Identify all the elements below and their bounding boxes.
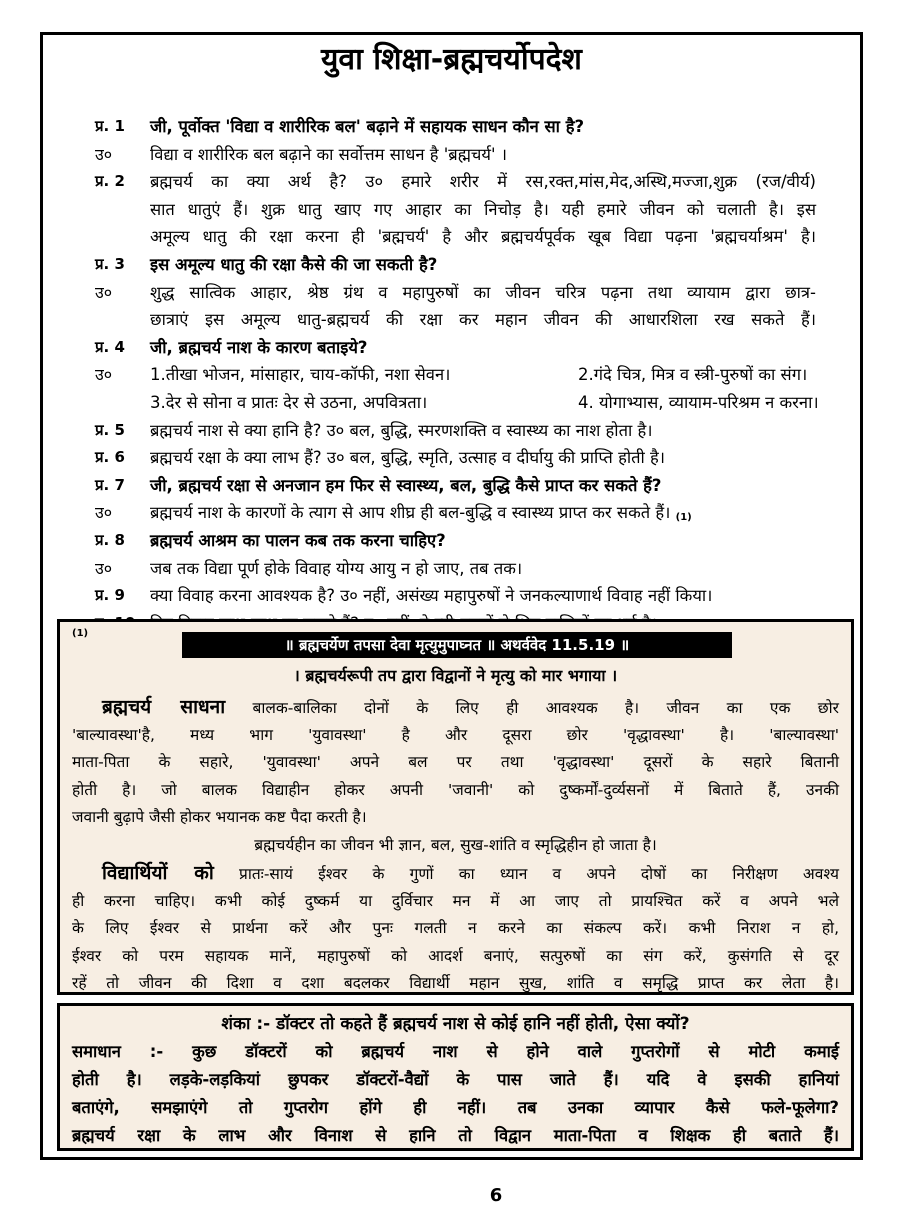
qa-label: प्र. 6 [95,448,125,467]
qa-text: ब्रह्मचर्य रक्षा के क्या लाभ हैं? उ० बल, बुद्धि, स्मृति, उत्साह व दीर्घायु की प्राप्ति होती है। [150,448,666,468]
qa-label: प्र. 8 [95,530,125,549]
paragraph-lead: विद्यार्थियों को [102,862,214,884]
qa-row [43,306,860,334]
paragraph-line [72,694,839,722]
paragraph-line: ईश्वर को परम सहायक मानें, महापुरुषों को आदर्श बनाएं, सत्पुरुषों का संग करें, कुसंगति से दूर [72,946,839,965]
solution-line: होती है। लड़के-लड़कियां छुपकर डॉक्टरों-वैद्यों के पास जाते हैं। यदि वे इसकी हानियां [72,1070,839,1089]
qa-text: 1.तीखा भोजन, मांसाहार, चाय-कॉफी, नशा सेवन। [150,365,451,385]
paragraph-lead: ब्रह्मचर्य साधना [102,696,226,718]
qa-row [43,555,860,583]
qa-text: विद्या व शारीरिक बल बढ़ाने का सर्वोत्तम साधन है 'ब्रह्मचर्य' । [150,144,508,164]
paragraph-1 [72,694,839,832]
qa-row [43,223,860,251]
qa-text: ब्रह्मचर्य का क्या अर्थ है? उ० हमारे शरीर में रस,रक्त,मांस,मेद,अस्थि,मज्जा,शुक्र (रज/वीर्य) [150,172,816,192]
solution-line: ब्रह्मचर्य रक्षा के लाभ और विनाश से हानि तो विद्वान माता-पिता व शिक्षक ही बताते हैं। [72,1126,839,1145]
footnote-mark: (1) [72,628,89,639]
qa-row [43,168,860,196]
paragraph-line: के लिए ईश्वर से प्रार्थना करें और पुनः गलती न करने का संकल्प करें। कभी निराश न हो, [72,919,839,937]
qa-row [43,472,860,500]
qa-row [43,141,860,169]
solution-line: समाधान :- कुछ डॉक्टरों को ब्रह्मचर्य नाश से होने वाले गुप्तरोगों से मोटी कमाई [72,1042,839,1061]
qa-row [43,196,860,224]
paragraph-line: 'बाल्यावस्था'है, मध्य भाग 'युवावस्था' है और दूसरा छोर 'वृद्धावस्था' है। 'बाल्यावस्था' [72,725,839,744]
qa-label: प्र. 7 [95,475,125,494]
paragraph-2 [72,860,839,998]
qa-text: ब्रह्मचर्य आश्रम का पालन कब तक करना चाहिए? [150,530,446,550]
qa-row [43,582,860,610]
paragraph-line: माता-पिता के सहारे, 'युवावस्था' अपने बल पर तथा 'वृद्धावस्था' दूसरों के सहारे बितानी [72,753,839,771]
qa-text: शुद्ध सात्विक आहार, श्रेष्ठ ग्रंथ व महापुरुषों का जीवन चरित्र पढ़ना तथा व्यायाम द्वारा छात्र- [150,282,816,302]
qa-row [43,361,860,389]
qa-text: अमूल्य धातु की रक्षा करना ही 'ब्रह्मचर्य' है और ब्रह्मचर्यपूर्वक खूब विद्या पढ़ना 'ब्रह्मचर्याश्रम' है। [150,227,816,247]
footnote-ref: (1) [675,512,692,524]
qa-label: प्र. 3 [95,254,125,273]
qa-row [43,113,860,141]
qa-text: जी, ब्रह्मचर्य रक्षा से अनजान हम फिर से स्वास्थ्य, बल, बुद्धि कैसे प्राप्त कर सकते हैं? [150,475,662,495]
qa-text-col2: 2.गंदे चित्र, मित्र व स्त्री-पुरुषों का संग। [578,365,808,385]
qa-text: क्या विवाह करना आवश्यक है? उ० नहीं, असंख्य महापुरुषों ने जनकल्याणार्थ विवाह नहीं किया। [150,586,713,606]
qa-label: प्र. 4 [95,337,125,356]
paragraph-text: बालक-बालिका दोनों के लिए ही आवश्यक है। जीवन का एक छोर [252,699,839,717]
qa-row [43,251,860,279]
qa-text: ब्रह्मचर्य नाश के कारणों के त्याग से आप शीघ्र ही बल-बुद्धि व स्वास्थ्य प्राप्त कर सकते हैं। [150,503,671,523]
center-statement: ब्रह्मचर्यहीन का जीवन भी ज्ञान, बल, सुख-शांति व स्मृद्धिहीन हो जाता है। [254,836,657,854]
paragraph-line: ही करना चाहिए। कभी कोई दुष्कर्म या दुर्विचार मन में आ जाए तो प्रायश्चित करें व अपने भले [72,891,839,910]
qa-row [43,499,860,527]
paragraph-line: जवानी बुढ़ापे जैसी होकर भयानक कष्ट पैदा करती है। [72,808,367,826]
page-title: युवा शिक्षा-ब्रह्मचर्योपदेश [321,42,582,77]
qa-label: प्र. 2 [95,172,125,191]
quote-meaning: । ब्रह्मचर्यरूपी तप द्वारा विद्वानों ने मृत्यु को मार भगाया । [293,666,618,685]
qa-text: जी, ब्रह्मचर्य नाश के कारण बताइये? [150,337,368,357]
qa-text: जब तक विद्या पूर्ण होके विवाह योग्य आयु न हो जाए, तब तक। [150,558,523,578]
qa-label: उ० [95,503,113,523]
paragraph-line: होती है। जो बालक विद्याहीन होकर अपनी 'जवानी' को दुष्कर्मों-दुर्व्यसनों में बिताते हैं, उनकी [72,780,839,799]
qa-label: प्र. 1 [95,117,125,135]
qa-label: प्र. 5 [95,420,125,439]
qa-text: छात्राएं इस अमूल्य धातु-ब्रह्मचर्य की रक्षा कर महान जीवन की आधारशिला रख सकते हैं। [150,310,816,330]
paragraph-line: रहें तो जीवन की दिशा व दशा बदलकर विद्यार्थी महान सुख, शांति व समृद्धि प्राप्त कर लेता है। [72,974,839,992]
qa-text-wrap [150,499,816,530]
note-box [57,619,854,995]
paragraph-line [72,860,839,888]
qa-text-col2: 4. योगाभ्यास, व्यायाम-परिश्रम न करना। [578,392,819,412]
qa-row [43,334,860,362]
qa-row [43,417,860,445]
doubt-solution-text [72,1010,839,1150]
qa-section [43,113,860,637]
qa-row [43,444,860,472]
qa-text: इस अमूल्य धातु की रक्षा कैसे की जा सकती है? [150,254,438,274]
qa-label: उ० [95,144,113,164]
paragraph-text: प्रातः-सायं ईश्वर के गुणों का ध्यान व अपने दोषों का निरीक्षण अवश्य [239,865,839,883]
doubt-solution-box [57,1003,854,1151]
page-number: 6 [479,1181,513,1211]
qa-label: उ० [95,558,113,578]
qa-label: उ० [95,282,113,302]
qa-text: ब्रह्मचर्य नाश से क्या हानि है? उ० बल, बुद्धि, स्मरणशक्ति व स्वास्थ्य का नाश होता है। [150,420,653,440]
qa-row [43,527,860,555]
qa-label: उ० [95,365,113,385]
qa-row [43,279,860,307]
qa-label: प्र. 9 [95,586,125,605]
qa-row [43,389,860,417]
qa-text: 3.देर से सोना व प्रातः देर से उठना, अपवित्रता। [150,392,428,412]
solution-line: बताएंगे, समझाएंगे तो गुप्तरोग होंगे ही नहीं। तब उनका व्यापार कैसे फले-फूलेगा? [72,1098,839,1117]
doubt-line: शंका :- डॉक्टर तो कहते हैं ब्रह्मचर्य नाश से कोई हानि नहीं होती, ऐसा क्यों? [221,1014,690,1034]
qa-text: जी, पूर्वोक्त 'विद्या व शारीरिक बल' बढ़ाने में सहायक साधन कौन सा है? [150,117,585,136]
qa-text: सात धातुएं हैं। शुक्र धातु खाए गए आहार का निचोड़ है। यही हमारे जीवन को चलाती है। इस [150,199,816,219]
vedic-quote: ॥ ब्रह्मचर्येण तपसा देवा मृत्युमुपाघ्नत ॥ अथर्ववेद 11.5.19 ॥ [182,632,732,658]
